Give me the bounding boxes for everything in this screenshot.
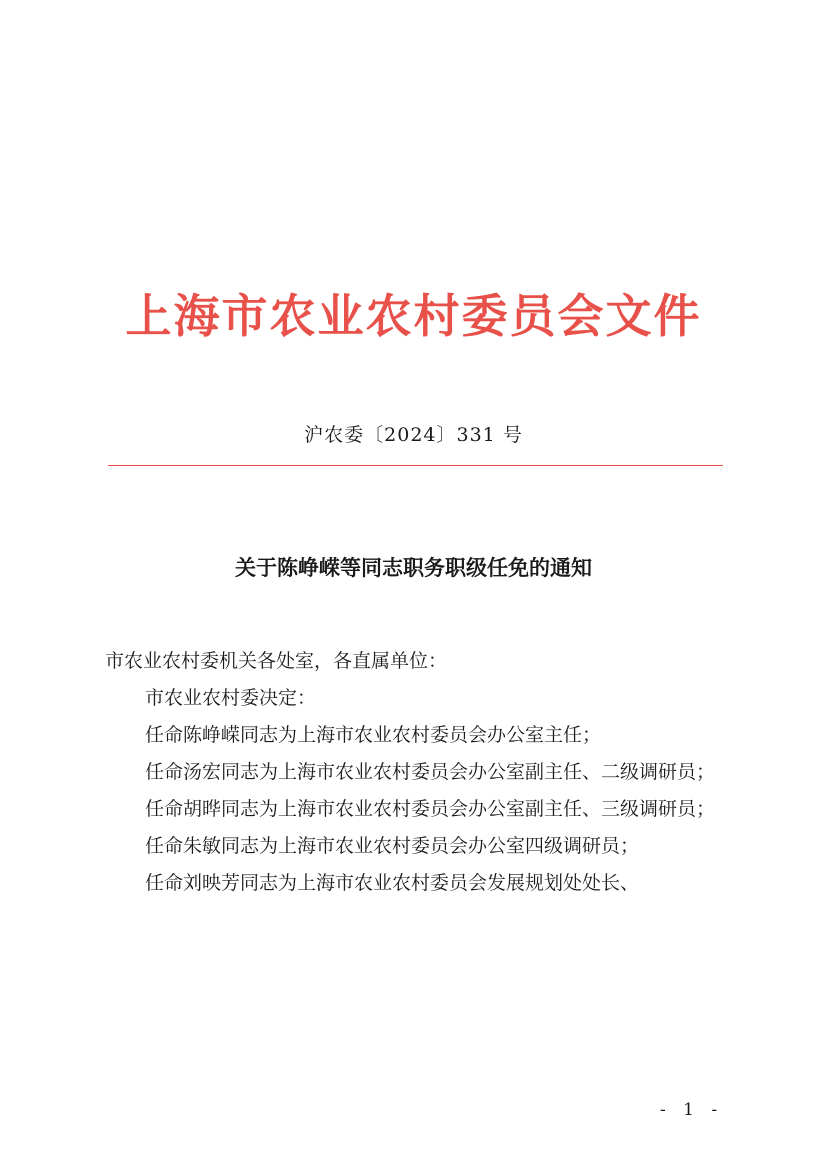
page-number: - 1 - — [660, 1100, 724, 1120]
document-number: 沪农委〔2024〕331 号 — [304, 424, 523, 446]
paragraph: 任命陈峥嵘同志为上海市农业农村委员会办公室主任； — [145, 724, 602, 746]
paragraph: 任命朱敏同志为上海市农业农村委员会办公室四级调研员； — [145, 835, 640, 857]
paragraph: 任命汤宏同志为上海市农业农村委员会办公室副主任、二级调研员； — [145, 761, 716, 783]
masthead-title: 上海市农业农村委员会文件 — [125, 289, 702, 343]
paragraph: 任命胡晔同志为上海市农业农村委员会办公室副主任、三级调研员； — [145, 798, 716, 820]
paragraph: 市农业农村委决定： — [145, 687, 317, 709]
notice-body — [105, 644, 723, 903]
notice-title: 关于陈峥嵘等同志职务职级任免的通知 — [235, 555, 592, 580]
salutation: 市农业农村委机关各处室，各直属单位： — [105, 650, 448, 672]
paragraph: 任命刘映芳同志为上海市农业农村委员会发展规划处处长、 — [145, 872, 640, 894]
red-divider-line — [108, 465, 723, 466]
